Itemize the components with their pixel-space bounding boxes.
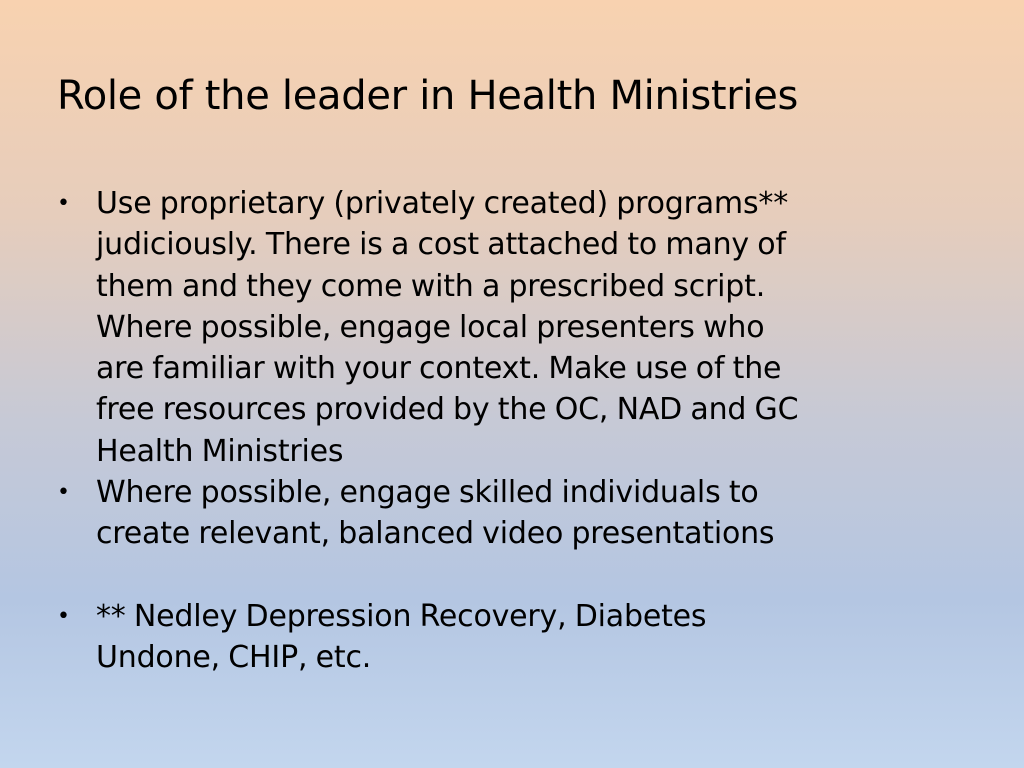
bullet-list bbox=[57, 183, 987, 678]
bullet-item bbox=[57, 472, 987, 555]
bullet-line: Undone, CHIP, etc. bbox=[96, 639, 372, 675]
bullet-dot-icon: • bbox=[57, 603, 70, 629]
bullet-line: them and they come with a prescribed script. bbox=[96, 268, 766, 304]
bullet-dot-icon: • bbox=[57, 191, 70, 216]
bullet-line: are familiar with your context. Make use of the bbox=[96, 351, 782, 387]
bullet-line: judiciously. There is a cost attached to many of bbox=[96, 227, 786, 263]
bullet-line: free resources provided by the OC, NAD and GC bbox=[96, 392, 799, 428]
bullet-item-footnote bbox=[57, 596, 987, 679]
bullet-line: Where possible, engage local presenters who bbox=[96, 309, 765, 345]
bullet-line: ** Nedley Depression Recovery, Diabetes bbox=[96, 598, 707, 634]
bullet-line: Use proprietary (privately created) programs** bbox=[96, 186, 788, 221]
bullet-dot-icon: • bbox=[57, 480, 70, 506]
slide-title: Role of the leader in Health Ministries bbox=[57, 73, 799, 119]
bullet-line: Health Ministries bbox=[96, 433, 344, 469]
bullet-line: create relevant, balanced video presentations bbox=[96, 516, 775, 552]
bullet-item bbox=[57, 183, 987, 472]
bullet-line: Where possible, engage skilled individuals to bbox=[96, 475, 759, 511]
